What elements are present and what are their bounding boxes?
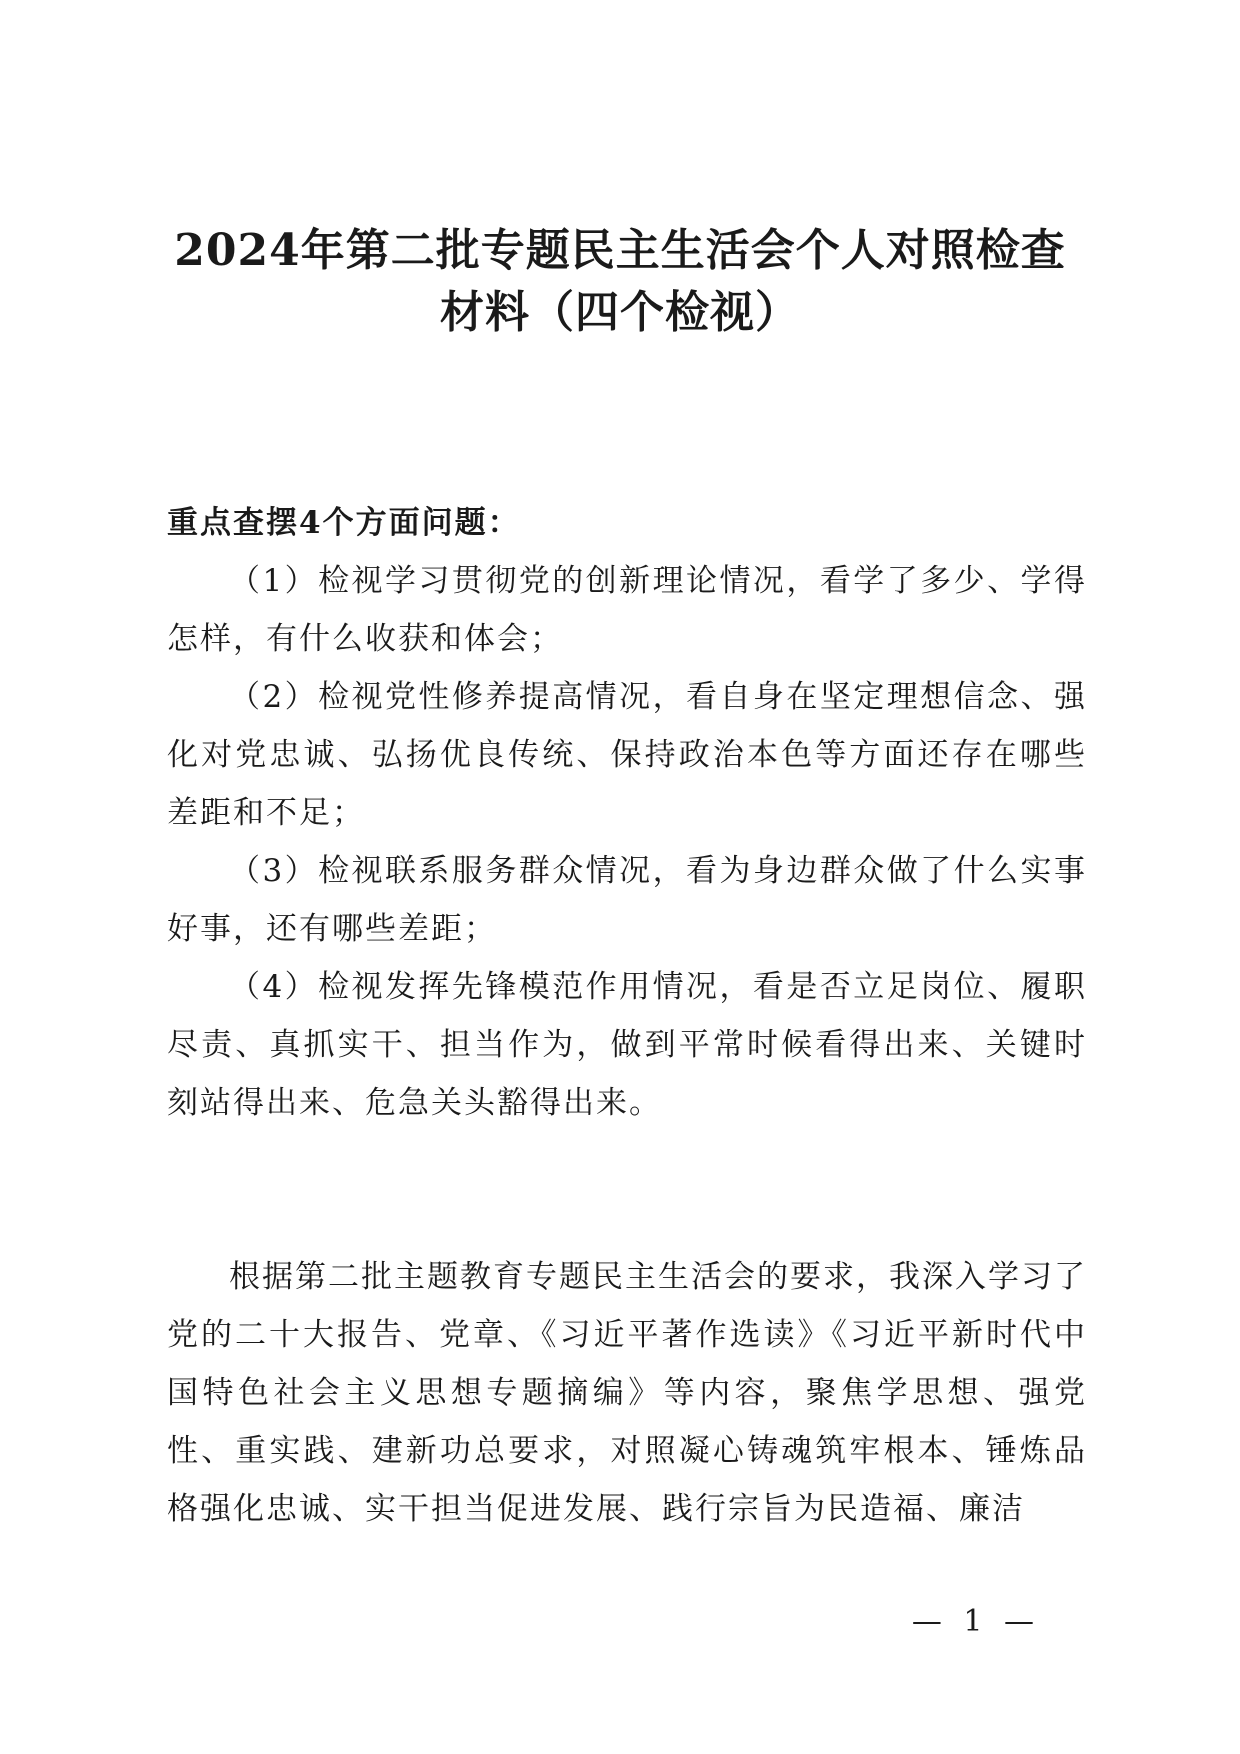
intro-paragraph: 根据第二批主题教育专题民主生活会的要求，我深入学习了党的二十大报告、党章、《习近平著作选读》《习近平新时代中国特色社会主义思想专题摘编》等内容，聚焦学思想、强党性、重实践、建新功总要求，对照凝心铸魂筑牢根本、锤炼品格强化忠诚、实干担当促进发展、践行宗旨为民造福、廉洁 bbox=[167, 1259, 1087, 1527]
title-line-2: 材料（四个检视） bbox=[440, 287, 800, 338]
section-heading: 重点查摆4个方面问题： bbox=[167, 505, 521, 541]
list-item-4: （4）检视发挥先锋模范作用情况，看是否立足岗位、履职尽责、真抓实干、担当作为，做到平常时候看得出来、关键时刻站得出来、危急关头豁得出来。 bbox=[167, 969, 1087, 1121]
title-line-1: 2024年第二批专题民主生活会个人对照检查 bbox=[174, 225, 1066, 276]
document-title bbox=[150, 220, 1090, 344]
page-number: — 1 — bbox=[911, 1604, 1040, 1639]
list-item-3: （3）检视联系服务群众情况，看为身边群众做了什么实事好事，还有哪些差距； bbox=[167, 853, 1087, 947]
list-item-2: （2）检视党性修养提高情况，看自身在坚定理想信念、强化对党忠诚、弘扬优良传统、保持政治本色等方面还存在哪些差距和不足； bbox=[167, 679, 1087, 831]
list-item-1: （1）检视学习贯彻党的创新理论情况，看学了多少、学得怎样，有什么收获和体会； bbox=[167, 563, 1087, 657]
